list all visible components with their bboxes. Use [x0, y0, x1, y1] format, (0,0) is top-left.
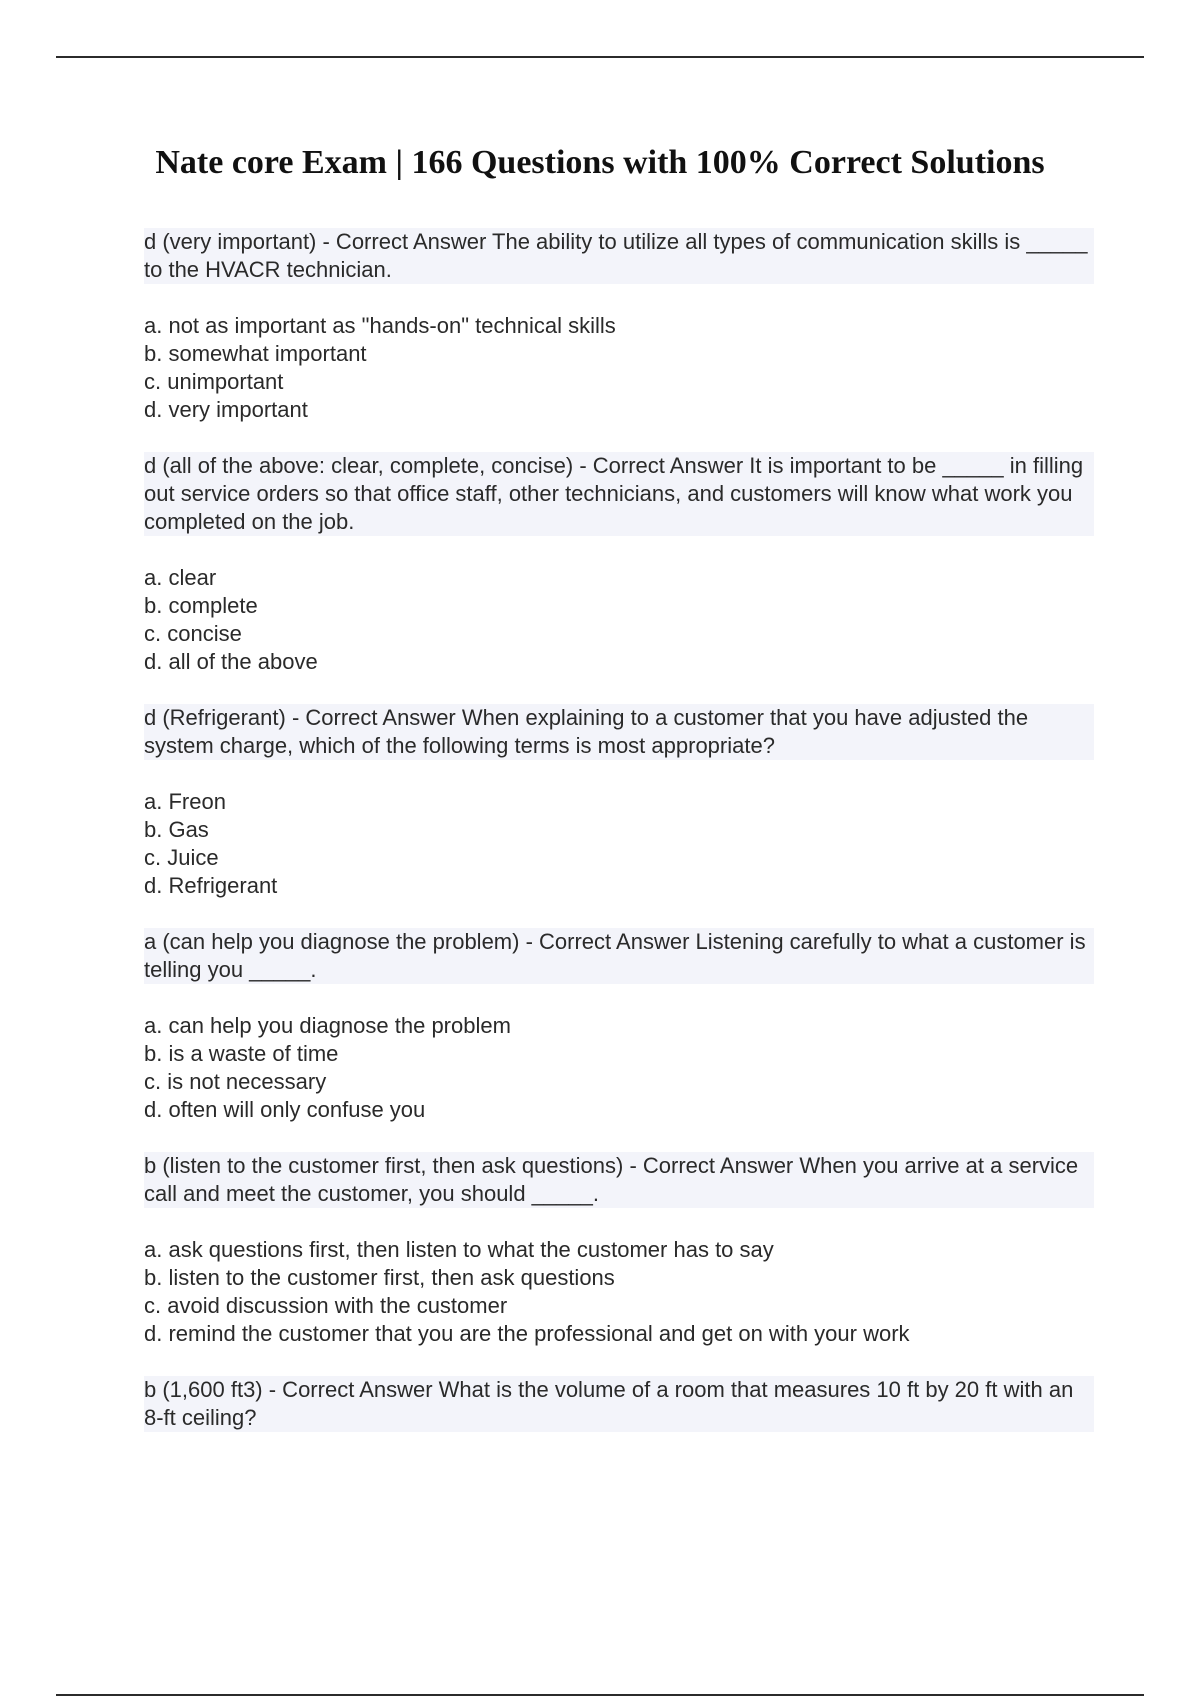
- question-text: a (can help you diagnose the problem) - Correct Answer Listening carefully to what a customer is telling you _____.: [144, 928, 1094, 984]
- answer-option: b. is a waste of time: [144, 1041, 339, 1066]
- question-block: [144, 928, 1094, 1124]
- answer-option: a. not as important as "hands-on" technical skills: [144, 313, 616, 338]
- question-list: [144, 228, 1094, 1460]
- answer-option: c. concise: [144, 621, 242, 646]
- answer-option: c. avoid discussion with the customer: [144, 1293, 508, 1318]
- question-block: [144, 704, 1094, 900]
- answer-options: [144, 564, 1094, 676]
- spacer: [144, 984, 1094, 1012]
- question-text: d (all of the above: clear, complete, concise) - Correct Answer It is important to be _____ in filling out service orders so that office staff, other technicians, and customers will know what work you completed on the job.: [144, 452, 1094, 536]
- question-text: b (1,600 ft3) - Correct Answer What is the volume of a room that measures 10 ft by 20 ft with an 8-ft ceiling?: [144, 1376, 1094, 1432]
- answer-options: [144, 312, 1094, 424]
- question-text: d (very important) - Correct Answer The ability to utilize all types of communication skills is _____ to the HVACR technician.: [144, 228, 1094, 284]
- question-text: b (listen to the customer first, then ask questions) - Correct Answer When you arrive at a service call and meet the customer, you should _____.: [144, 1152, 1094, 1208]
- question-block: [144, 228, 1094, 424]
- document-title: Nate core Exam | 166 Questions with 100% Correct Solutions: [155, 144, 1045, 181]
- answer-option: c. unimportant: [144, 369, 284, 394]
- answer-option: c. is not necessary: [144, 1069, 327, 1094]
- answer-option: c. Juice: [144, 845, 219, 870]
- spacer: [144, 536, 1094, 564]
- answer-options: [144, 1012, 1094, 1124]
- answer-option: a. ask questions first, then listen to what the customer has to say: [144, 1237, 774, 1262]
- answer-option: b. listen to the customer first, then ask questions: [144, 1265, 615, 1290]
- answer-option: d. all of the above: [144, 649, 318, 674]
- spacer: [144, 760, 1094, 788]
- answer-option: a. clear: [144, 565, 217, 590]
- question-block: [144, 452, 1094, 676]
- answer-option: b. Gas: [144, 817, 209, 842]
- spacer: [144, 1208, 1094, 1236]
- answer-option: d. remind the customer that you are the professional and get on with your work: [144, 1321, 910, 1346]
- answer-option: d. Refrigerant: [144, 873, 278, 898]
- question-text: d (Refrigerant) - Correct Answer When explaining to a customer that you have adjusted the system charge, which of the following terms is most appropriate?: [144, 704, 1094, 760]
- bottom-divider: [56, 1694, 1144, 1696]
- answer-option: b. somewhat important: [144, 341, 367, 366]
- answer-option: d. often will only confuse you: [144, 1097, 426, 1122]
- spacer: [144, 284, 1094, 312]
- question-block: [144, 1152, 1094, 1348]
- answer-option: d. very important: [144, 397, 308, 422]
- answer-options: [144, 788, 1094, 900]
- top-divider: [56, 56, 1144, 58]
- answer-options: [144, 1236, 1094, 1348]
- question-block: [144, 1376, 1094, 1432]
- answer-option: a. can help you diagnose the problem: [144, 1013, 511, 1038]
- answer-option: b. complete: [144, 593, 258, 618]
- answer-option: a. Freon: [144, 789, 226, 814]
